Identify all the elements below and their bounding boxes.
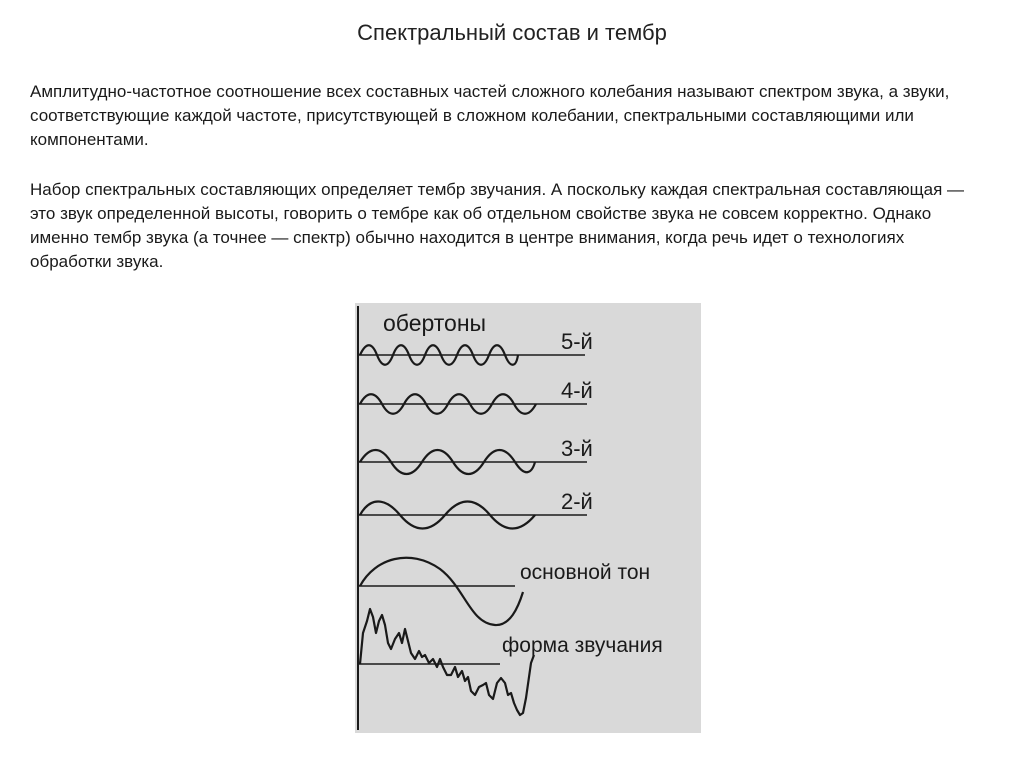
paragraph-timbre: Набор спектральных составляющих определяет тембр звучания. А поскольку каждая спектральная составляющая — это звук определенной высоты, говорить о тембре как об отдельном свойстве звука не совсем корректно. Однако именно тембр звука (а точнее — спектр) обычно находится в центре внимания, когда речь идет о технологиях обработки звука. xyxy=(30,180,965,271)
overtones-figure xyxy=(355,303,701,733)
label-h4: 4-й xyxy=(561,378,593,403)
slide-title: Спектральный состав и тембр xyxy=(357,20,667,45)
label-h3: 3-й xyxy=(561,436,593,461)
paragraph-spectrum-definition: Амплитудно-частотное соотношение всех составных частей сложного колебания называют спектром звука, а звуки, соответствующие каждой частоте, присутствующей в сложном колебании, спектральными составляющими или компонентами. xyxy=(30,82,950,149)
overtones-diagram xyxy=(355,303,701,733)
wave-fundamental xyxy=(360,558,523,625)
label-waveform: форма звучания xyxy=(502,634,663,657)
label-h5: 5-й xyxy=(561,329,593,354)
overtones-header: обертоны xyxy=(383,310,487,336)
label-fundamental: основной тон xyxy=(520,561,651,584)
wave-combined xyxy=(360,609,534,715)
label-h2: 2-й xyxy=(561,489,593,514)
